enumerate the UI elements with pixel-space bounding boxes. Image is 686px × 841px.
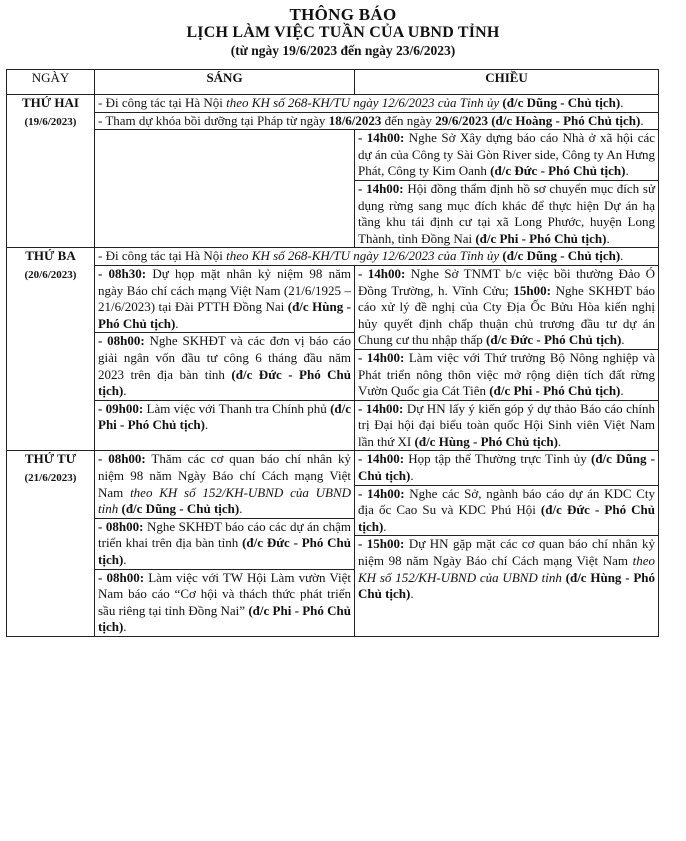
schedule-item: - 14h00: Dự HN lấy ý kiến góp ý dự thảo Báo cáo chính trị Đại hội đại biểu toàn quốc Hội Sinh viên Việt Nam lần thứ XI (đ/c Hùng - Phó Chủ tịch). [355,400,658,451]
schedule-table [6,69,659,637]
schedule-item: - Tham dự khóa bồi dưỡng tại Pháp từ ngày 18/6/2023 đến ngày 29/6/2023 (đ/c Hoàng - Phó Chủ tịch). [95,112,658,130]
date-range: (từ ngày 19/6/2023 đến ngày 23/6/2023) [230,43,456,58]
schedule-item: - 14h00: Nghe Sở Xây dựng báo cáo Nhà ở xã hội các dự án của Công ty Sài Gòn River side, Công ty An Hưng Phát, Công ty Kim Oanh (đ/c Đức - Phó Chủ tịch). [358,130,655,179]
day-row [7,451,659,637]
day-date: (21/6/2023) [24,472,77,485]
column-header-day: NGÀY [7,70,95,95]
day-row-split [7,130,659,248]
full-day-cell [95,248,659,266]
afternoon-cell [355,265,659,451]
document-title: THÔNG BÁO [289,5,397,24]
day-name: THỨ HAI [22,95,79,110]
day-name: THỨ BA [25,248,76,264]
afternoon-cell [355,451,659,637]
afternoon-cell [355,130,659,248]
table-header-row [7,70,659,95]
day-row [7,95,659,130]
day-cell [7,248,95,451]
column-header-afternoon: CHIỀU [355,70,659,95]
morning-cell [95,130,355,248]
day-row-split [7,265,659,451]
schedule-item: - 08h00: Thăm các cơ quan báo chí nhân kỷ niệm 98 năm Ngày Báo chí Cách mạng Việt Nam theo KH số 152/KH-UBND của UBND tỉnh (đ/c Dũng - Chủ tịch). [98,451,352,517]
day-date: (20/6/2023) [24,268,77,281]
day-cell [7,451,95,637]
day-row [7,248,659,266]
column-header-morning: SÁNG [95,70,355,95]
morning-cell [95,451,355,637]
document-header [0,6,686,59]
schedule-item: - Đi công tác tại Hà Nội theo KH số 268-KH/TU ngày 12/6/2023 của Tỉnh ủy (đ/c Dũng - Chủ tịch). [98,95,624,110]
schedule-item: - 14h00: Nghe Sở TNMT b/c việc bồi thường Đảo Ó Đồng Trường, h. Vĩnh Cửu; 15h00: Nghe SKHĐT báo cáo xử lý đề nghị của Cty Địa Ốc Bửu Hòa kiến nghị hủy quyết định chấp thuận chủ trương đầu tư dự án Chung cư thu nhập thấp (đ/c Đức - Phó Chủ tịch). [358,265,655,348]
schedule-item: - Đi công tác tại Hà Nội theo KH số 268-KH/TU ngày 12/6/2023 của Tỉnh ủy (đ/c Dũng - Chủ tịch). [98,248,624,264]
day-name: THỨ TƯ [24,451,77,467]
full-day-cell [95,95,659,130]
schedule-item: - 14h00: Hội đồng thẩm định hồ sơ chuyển mục đích sử dụng rừng sang mục đích khác để thực hiện Dự án hạ tầng khu tái định cư tại xã Long Phước, huyện Long Thành, tỉnh Đồng Nai (đ/c Phi - Phó Chủ tịch). [355,180,658,247]
schedule-item: - 14h00: Nghe các Sở, ngành báo cáo dự án KDC Cty địa ốc Cao Su và KDC Phú Hội (đ/c Đức - Phó Chủ tịch). [355,485,658,536]
schedule-item: - 14h00: Họp tập thể Thường trực Tỉnh ủy (đ/c Dũng - Chủ tịch). [358,451,656,484]
document-subtitle: LỊCH LÀM VIỆC TUẦN CỦA UBND TỈNH [186,24,500,41]
schedule-item: - 15h00: Dự HN gặp mặt các cơ quan báo chí nhân kỷ niệm 98 năm Ngày Báo chí Cách mạng Việt Nam theo KH số 152/KH-UBND của UBND tỉnh (đ/c Hùng - Phó Chủ tịch). [355,535,658,602]
schedule-item: - 14h00: Làm việc với Thứ trưởng Bộ Nông nghiệp và Phát triển nông thôn việc mở rộng diện tích đất rừng Vườn Quốc gia Cát Tiên (đ/c Phi - Phó Chủ tịch). [355,349,658,400]
schedule-item: - 09h00: Làm việc với Thanh tra Chính phủ (đ/c Phi - Phó Chủ tịch). [95,400,354,434]
schedule-item: - 08h30: Dự họp mặt nhân kỷ niệm 98 năm ngày Báo chí cách mạng Việt Nam (21/6/1925 – 21/6/2023) tại Đài PTTH Đồng Nai (đ/c Hùng - Phó Chủ tịch). [98,265,352,331]
day-date: (19/6/2023) [24,115,77,128]
morning-cell [95,265,355,451]
day-cell [7,95,95,248]
schedule-item: - 08h00: Làm việc với TW Hội Làm vườn Việt Nam báo cáo “Cơ hội và thách thức phát triển sầu riêng tại tỉnh Đồng Nai” (đ/c Phi - Phó Chủ tịch). [95,569,354,636]
schedule-item: - 08h00: Nghe SKHĐT và các đơn vị báo cáo giải ngân vốn đầu tư công 6 tháng đầu năm 2023 trên địa bàn tỉnh (đ/c Đức - Phó Chủ tịch). [95,332,354,399]
schedule-item: - 08h00: Nghe SKHĐT báo cáo các dự án chậm triển khai trên địa bàn tỉnh (đ/c Đức - Phó Chủ tịch). [95,518,354,569]
